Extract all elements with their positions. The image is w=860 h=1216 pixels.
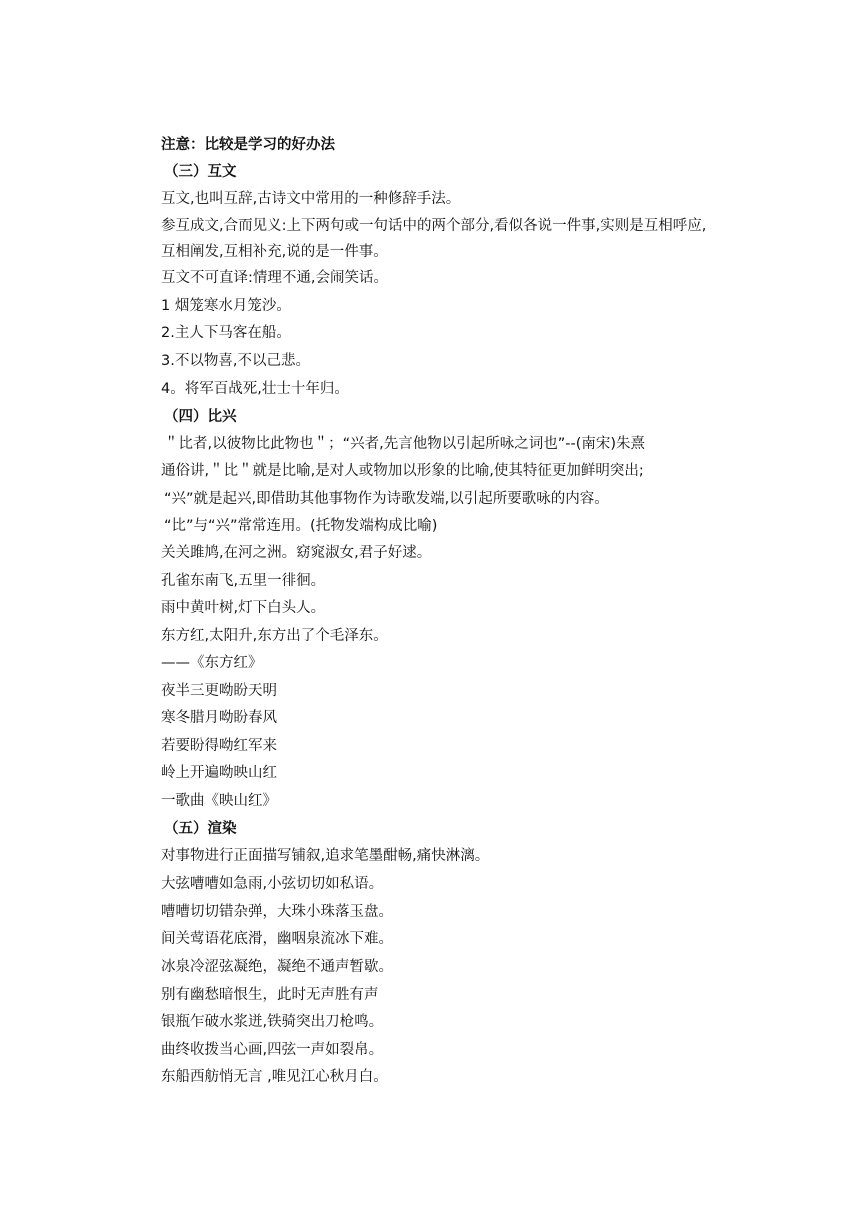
- example-line: ——《东方红》: [161, 655, 263, 671]
- section-heading-bixing: （四）比兴: [164, 409, 237, 425]
- example-line: 孔雀东南飞,五里一徘徊。: [161, 573, 326, 589]
- note-line: 注意：比较是学习的好办法: [161, 137, 335, 153]
- quote-line: ＂比者,以彼物比此物也＂；“兴者,先言他物以引起所咏之词也”--(南宋)朱熹: [164, 436, 646, 452]
- example-line: 嘈嘈切切错杂弹，大珠小珠落玉盘。: [161, 904, 393, 920]
- example-line: 2.主人下马客在船。: [161, 325, 291, 341]
- example-line: 1 烟笼寒水月笼沙。: [161, 298, 291, 314]
- example-line: 冰泉冷涩弦凝绝，凝绝不通声暂歇。: [161, 959, 393, 975]
- paragraph: “比”与“兴”常常连用。(托物发端构成比喻): [164, 518, 438, 534]
- paragraph: 参互成文,合而见义:上下两句或一句话中的两个部分,看似各说一件事,实则是互相呼应,: [161, 218, 707, 234]
- example-line: 间关莺语花底滑，幽咽泉流冰下难。: [161, 931, 393, 947]
- paragraph: 通俗讲,＂比＂就是比喻,是对人或物加以形象的比喻,使其特征更加鲜明突出;: [161, 463, 644, 479]
- example-line: 若要盼得呦红军来: [161, 738, 277, 754]
- example-line: 别有幽愁暗恨生，此时无声胜有声: [161, 987, 379, 1003]
- example-line: 3.不以物喜,不以己悲。: [161, 353, 310, 369]
- example-line: 东船西舫悄无言 ,唯见江心秋月白。: [161, 1069, 388, 1085]
- example-line: 雨中黄叶树,灯下白头人。: [161, 600, 326, 616]
- example-line: 4。将军百战死,壮士十年归。: [161, 381, 349, 397]
- example-line: 曲终收拨当心画,四弦一声如裂帛。: [161, 1042, 384, 1058]
- paragraph: 互文,也叫互辞,古诗文中常用的一种修辞手法。: [161, 191, 461, 207]
- example-line: 关关雎鸠,在河之洲。窈窕淑女,君子好逑。: [161, 545, 432, 561]
- example-line: 大弦嘈嘈如急雨,小弦切切如私语。: [161, 876, 384, 892]
- example-line: 东方红,太阳升,东方出了个毛泽东。: [161, 628, 388, 644]
- example-line: 岭上开遍呦映山红: [161, 765, 277, 781]
- example-line: 夜半三更呦盼天明: [161, 683, 277, 699]
- example-line: 银瓶乍破水浆迸,铁骑突出刀枪鸣。: [161, 1014, 384, 1030]
- example-line: 一歌曲《映山红》: [161, 793, 277, 809]
- paragraph: 对事物进行正面描写铺叙,追求笔墨酣畅,痛快淋漓。: [161, 848, 490, 864]
- example-line: 寒冬腊月呦盼春风: [161, 710, 277, 726]
- paragraph: 互相阐发,互相补充,说的是一件事。: [161, 244, 388, 260]
- paragraph: 互文不可直译:情理不通,会闹笑话。: [161, 270, 388, 286]
- section-heading-xuanran: （五）渲染: [164, 821, 237, 837]
- section-heading-huwen: （三）互文: [164, 164, 237, 180]
- paragraph: “兴”就是起兴,即借助其他事物作为诗歌发端,以引起所要歌咏的内容。: [164, 491, 609, 507]
